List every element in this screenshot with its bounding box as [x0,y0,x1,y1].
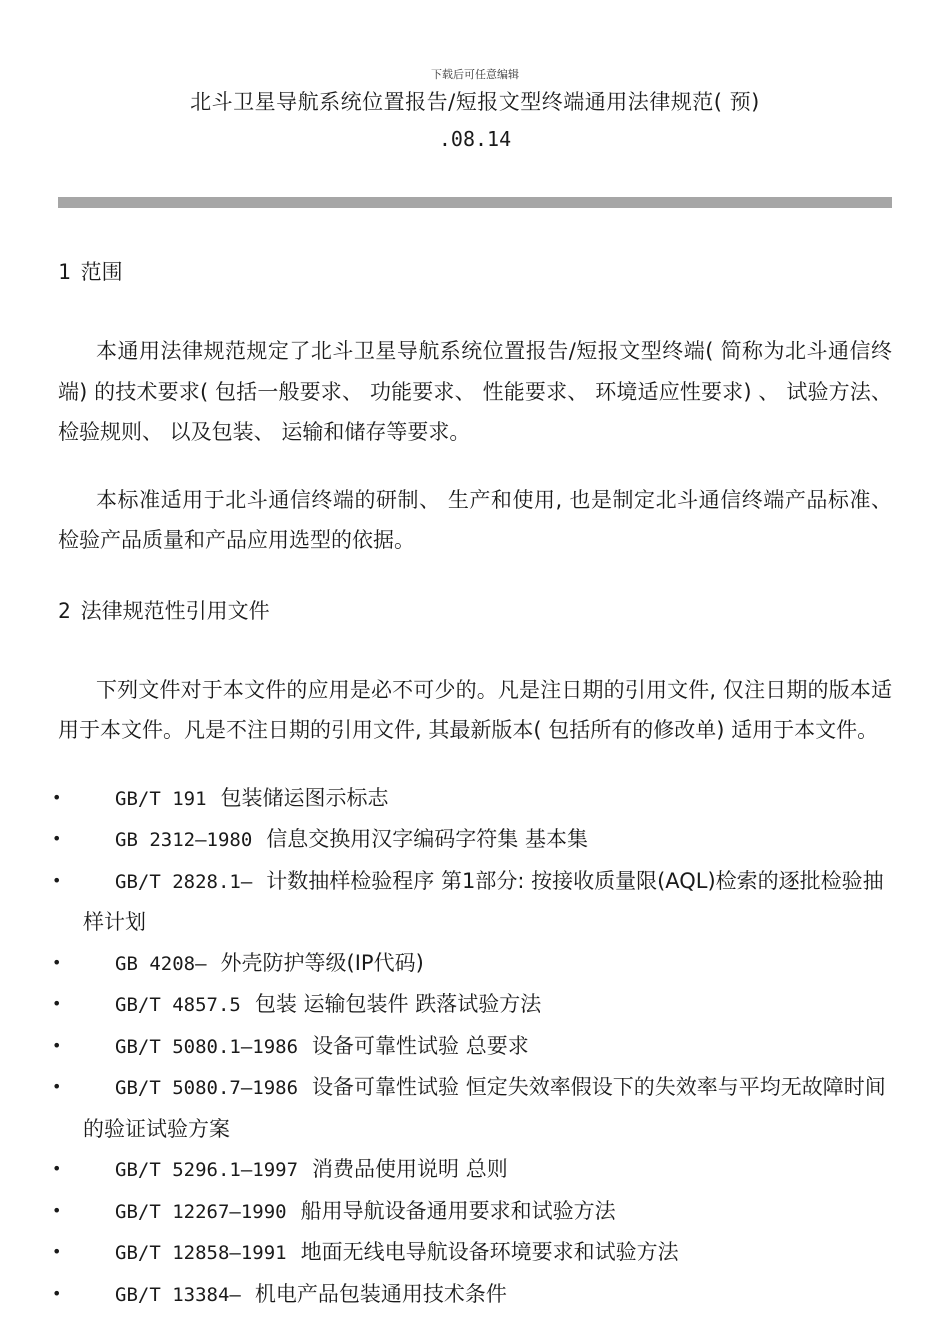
list-item [52,1067,892,1149]
section-number: 2 [58,598,71,623]
section-title: 法律规范性引用文件 [80,598,270,623]
list-item [52,778,892,820]
standard-code: GB/T 12858—1991 [115,1242,287,1264]
reference-list [52,778,892,1316]
standard-code: GB 4208— [115,952,207,975]
standard-title: 消费品使用说明 总则 [312,1157,508,1181]
bullet-icon: • [52,1035,62,1055]
paragraph: 本标准适用于北斗通信终端的研制、 生产和使用, 也是制定北斗通信终端产品标准、 检验产品质量和产品应用选型的依据。 [58,487,892,552]
standard-code: GB/T 5080.1—1986 [115,1035,299,1058]
bullet-icon: • [52,870,62,890]
standard-title: 设备可靠性试验 恒定失效率假设下的失效率与平均无故障时间的验证试验方案 [83,1075,886,1141]
standard-code: GB/T 13384— [115,1283,241,1306]
list-item [52,1274,892,1316]
bullet-icon: • [52,952,62,972]
bullet-icon: • [52,1077,62,1096]
bullet-icon: • [52,1200,62,1220]
standard-code: GB/T 2828.1— [115,870,253,893]
section-heading-normative-references [58,594,892,628]
section-title: 范围 [80,260,123,284]
top-note: 下载后可任意编辑 [431,68,519,81]
list-item [52,984,892,1026]
list-item [52,943,892,985]
document-date: .08.14 [438,127,512,151]
list-item [52,819,892,861]
bullet-icon: • [52,1242,62,1261]
list-item [52,861,892,943]
paragraph: 本通用法律规范规定了北斗卫星导航系统位置报告/短报文型终端( 简称为北斗通信终端) 的技术要求( 包括一般要求、 功能要求、 性能要求、 环境适应性要求) 、 试验方法、 检验规则、 以及包装、 运输和储存等要求。 [58,339,892,444]
section-number: 1 [58,260,71,284]
list-item [52,1232,892,1274]
standard-title: 船用导航设备通用要求和试验方法 [300,1198,616,1223]
section-heading-scope [58,255,892,289]
bullet-icon: • [52,1159,62,1178]
standard-code: GB/T 191 [115,787,207,810]
standard-code: GB/T 12267—1990 [115,1200,287,1223]
paragraph: 下列文件对于本文件的应用是必不可少的。凡是注日期的引用文件, 仅注日期的版本适用于本文件。凡是不注日期的引用文件, 其最新版本( 包括所有的修改单) 适用于本文件。 [58,677,892,742]
standard-code: GB 2312—1980 [115,829,253,851]
standard-code: GB/T 5080.7—1986 [115,1077,299,1099]
bullet-icon: • [52,787,62,807]
standard-title: 设备可靠性试验 总要求 [312,1033,529,1058]
standard-title: 外壳防护等级(IP代码) [220,950,424,975]
standard-code: GB/T 4857.5 [115,994,241,1016]
list-item [52,1026,892,1068]
standard-title: 信息交换用汉字编码字符集 基本集 [266,827,588,851]
list-item [52,1191,892,1233]
document-body [52,255,892,1315]
standard-title: 地面无线电导航设备环境要求和试验方法 [300,1240,679,1264]
header-divider [58,197,892,208]
bullet-icon: • [52,994,62,1013]
standard-title: 包装储运图示标志 [220,785,389,810]
bullet-icon: • [52,1283,62,1303]
standard-code: GB/T 5296.1—1997 [115,1159,299,1181]
standard-title: 计数抽样检验程序 第1部分: 按接收质量限(AQL)检索的逐批检验抽样计划 [83,868,884,934]
bullet-icon: • [52,829,62,848]
standard-title: 机电产品包装通用技术条件 [254,1281,507,1306]
document-title: 北斗卫星导航系统位置报告/短报文型终端通用法律规范( 预) [190,90,760,114]
standard-title: 包装 运输包装件 跌落试验方法 [254,992,542,1016]
list-item [52,1149,892,1191]
